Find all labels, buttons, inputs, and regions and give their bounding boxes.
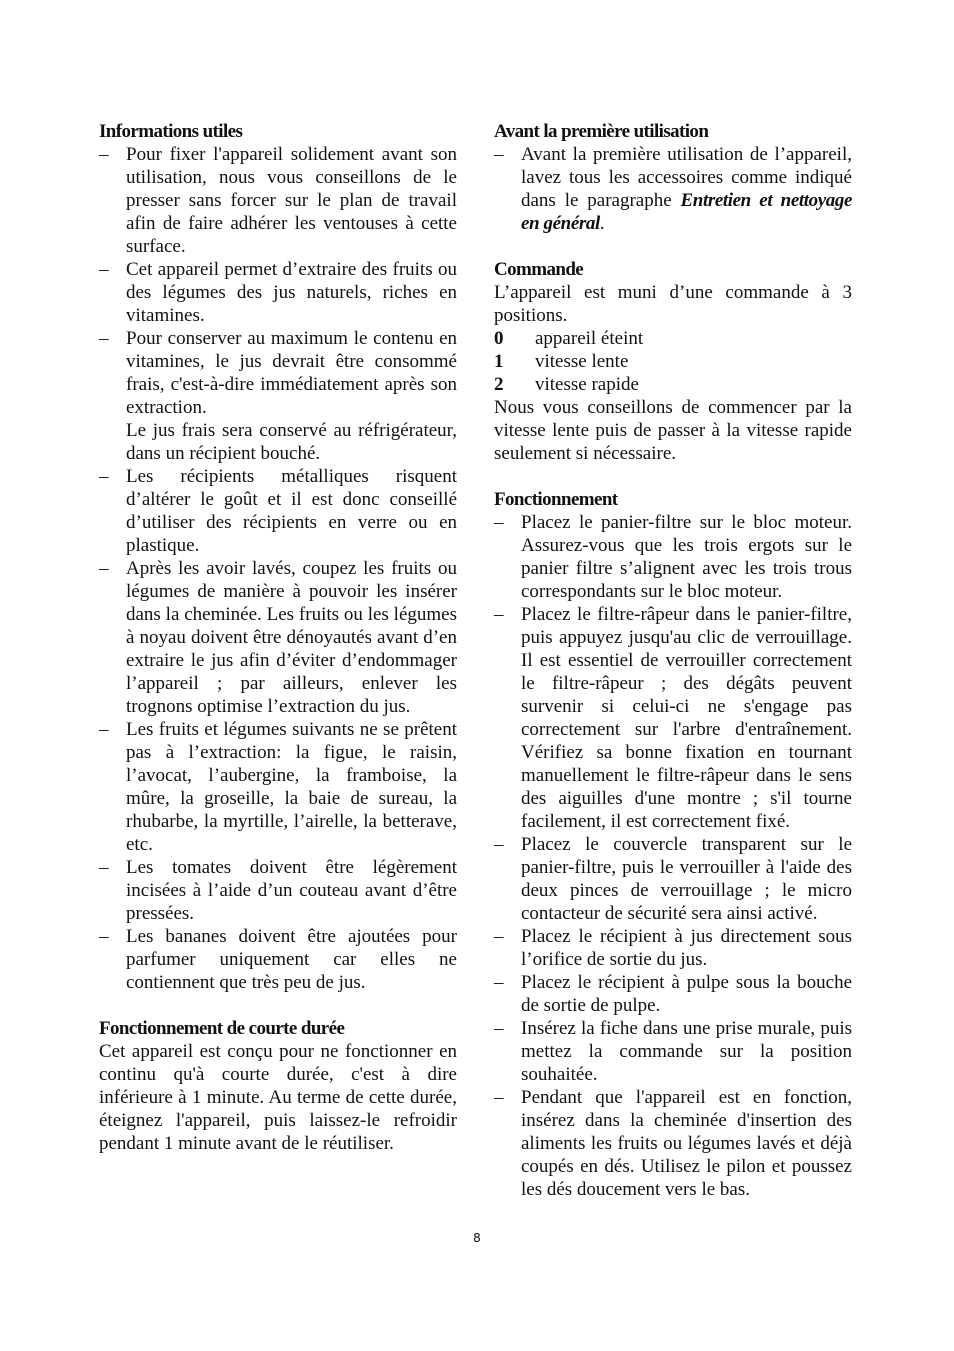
dash-bullet: –: [494, 1087, 504, 1108]
position-label: appareil éteint: [535, 328, 644, 349]
list-item: [99, 856, 457, 925]
dash-bullet: –: [494, 926, 504, 947]
list-item-text: Les bananes doivent être ajoutées pour parfumer uniquement car elles ne contiennent que très peu de jus.: [126, 926, 457, 993]
dash-bullet: –: [99, 144, 109, 165]
list-item: [99, 718, 457, 856]
control-intro: L’appareil est muni d’une commande à 3 positions.: [494, 282, 852, 326]
position-label: vitesse rapide: [535, 374, 639, 395]
list-item-text: Placez le récipient à jus directement sous l’orifice de sortie du jus.: [521, 926, 852, 970]
list-item: [494, 925, 852, 971]
info-heading: Informations utiles: [99, 121, 243, 142]
list-item-text: Pendant que l'appareil est en fonction, insérez dans la cheminée d'insertion des aliments les fruits ou légumes lavés et déjà coupés en dés. Utilisez le pilon et poussez les dés doucement vers le bas.: [521, 1087, 852, 1200]
dash-bullet: –: [494, 512, 504, 533]
section-spacer: [99, 994, 457, 1017]
list-item: [494, 1017, 852, 1086]
first-use-heading: Avant la première utilisation: [494, 121, 709, 142]
list-item: [494, 511, 852, 603]
section-spacer: [494, 235, 852, 258]
dash-bullet: –: [99, 558, 109, 579]
list-item-text: Placez le couvercle transparent sur le panier-filtre, puis le verrouiller à l'aide des deux pinces de verrouillage ; le micro contacteur de sécurité sera ainsi activé.: [521, 834, 852, 924]
dash-bullet: –: [494, 834, 504, 855]
page-number: 8: [473, 1231, 481, 1245]
list-item-text: Les fruits et légumes suivants ne se prêtent pas à l’extraction: la figue, le raisin, l’avocat, l’aubergine, la framboise, la mûre, la groseille, la baie de sureau, la rhubarbe, la myrtille, l’airelle, la betterave, etc.: [126, 719, 457, 855]
first-use-list: [494, 143, 852, 235]
list-item-text: Les récipients métalliques risquent d’altérer le goût et il est donc conseillé d’utiliser des récipients en verre ou en plastique.: [126, 466, 457, 556]
list-item-text: Insérez la fiche dans une prise murale, puis mettez la commande sur la position souhaitée.: [521, 1018, 852, 1085]
list-item: [494, 833, 852, 925]
position-row: [494, 373, 852, 396]
list-item-text: Pour conserver au maximum le contenu en vitamines, le jus devrait être consommé frais, c'est-à-dire immédiatement après son extraction.: [126, 328, 457, 418]
dash-bullet: –: [99, 926, 109, 947]
maintenance-reference: Entretien et nettoyage en général: [521, 190, 852, 234]
list-item-continuation: Le jus frais sera conservé au réfrigérateur, dans un récipient bouché.: [126, 420, 457, 464]
dash-bullet: –: [494, 144, 504, 165]
list-item-text: Pour fixer l'appareil solidement avant son utilisation, nous vous conseillons de le presser sans forcer sur le plan de travail afin de faire adhérer les ventouses à cette surface.: [126, 144, 457, 257]
short-operation-heading: Fonctionnement de courte durée: [99, 1018, 345, 1039]
dash-bullet: –: [99, 719, 109, 740]
dash-bullet: –: [99, 328, 109, 349]
dash-bullet: –: [494, 604, 504, 625]
position-row: [494, 350, 852, 373]
info-list: [99, 143, 457, 994]
position-number: 0: [494, 328, 504, 349]
list-item: [99, 925, 457, 994]
list-item: [99, 327, 457, 465]
dash-bullet: –: [99, 259, 109, 280]
list-item: [494, 143, 852, 235]
right-column: [494, 120, 852, 1201]
section-spacer: [494, 465, 852, 488]
first-use-text: Avant la première utilisation de l’appareil, lavez tous les accessoires comme indiqué dans le paragraphe: [521, 144, 852, 211]
list-item-text: Placez le récipient à pulpe sous la bouche de sortie de pulpe.: [521, 972, 852, 1016]
list-item: [99, 465, 457, 557]
dash-bullet: –: [494, 1018, 504, 1039]
position-row: [494, 327, 852, 350]
control-heading: Commande: [494, 259, 584, 280]
position-label: vitesse lente: [535, 351, 629, 372]
short-operation-text: Cet appareil est conçu pour ne fonctionner en continu qu'à courte durée, c'est à dire inférieure à 1 minute. Au terme de cette durée, éteignez l'appareil, puis laissez-le refroidir pendant 1 minute avant de le réutiliser.: [99, 1041, 457, 1154]
list-item: [99, 557, 457, 718]
list-item-text: Placez le filtre-râpeur dans le panier-filtre, puis appuyez jusqu'au clic de verrouillage. Il est essentiel de verrouiller correctement le filtre-râpeur ; des dégâts peuvent survenir si celui-ci ne s'engage pas correctement sur l'arbre d'entraînement. Vérifiez sa bonne fixation en tournant manuellement le filtre-râpeur dans le sens des aiguilles d'une montre ; s'il tourne facilement, il est correctement fixé.: [521, 604, 852, 832]
control-advice: Nous vous conseillons de commencer par la vitesse lente puis de passer à la vitesse rapide seulement si nécessaire.: [494, 397, 852, 464]
dash-bullet: –: [494, 972, 504, 993]
list-item: [494, 971, 852, 1017]
operation-heading: Fonctionnement: [494, 489, 618, 510]
list-item: [494, 603, 852, 833]
operation-list: [494, 511, 852, 1201]
list-item-text: Après les avoir lavés, coupez les fruits ou légumes de manière à pouvoir les insérer dans la cheminée. Les fruits ou les légumes à noyau doivent être dénoyautés avant d’en extraire le jus afin d’éviter d’endommager l’appareil ; par ailleurs, enlever les trognons optimise l’extraction du jus.: [126, 558, 457, 717]
list-item-text: Placez le panier-filtre sur le bloc moteur. Assurez-vous que les trois ergots sur le panier filtre s’alignent avec les trois trous correspondants sur le bloc moteur.: [521, 512, 852, 602]
list-item-text: Les tomates doivent être légèrement incisées à l’aide d’un couteau avant d’être pressées.: [126, 857, 457, 924]
position-number: 2: [494, 374, 504, 395]
dash-bullet: –: [99, 857, 109, 878]
list-item: [99, 143, 457, 258]
list-item-text: Cet appareil permet d’extraire des fruits ou des légumes des jus naturels, riches en vitamines.: [126, 259, 457, 326]
position-number: 1: [494, 351, 504, 372]
left-column: [99, 120, 457, 1155]
list-item: [99, 258, 457, 327]
list-item: [494, 1086, 852, 1201]
dash-bullet: –: [99, 466, 109, 487]
first-use-end: .: [599, 213, 605, 234]
